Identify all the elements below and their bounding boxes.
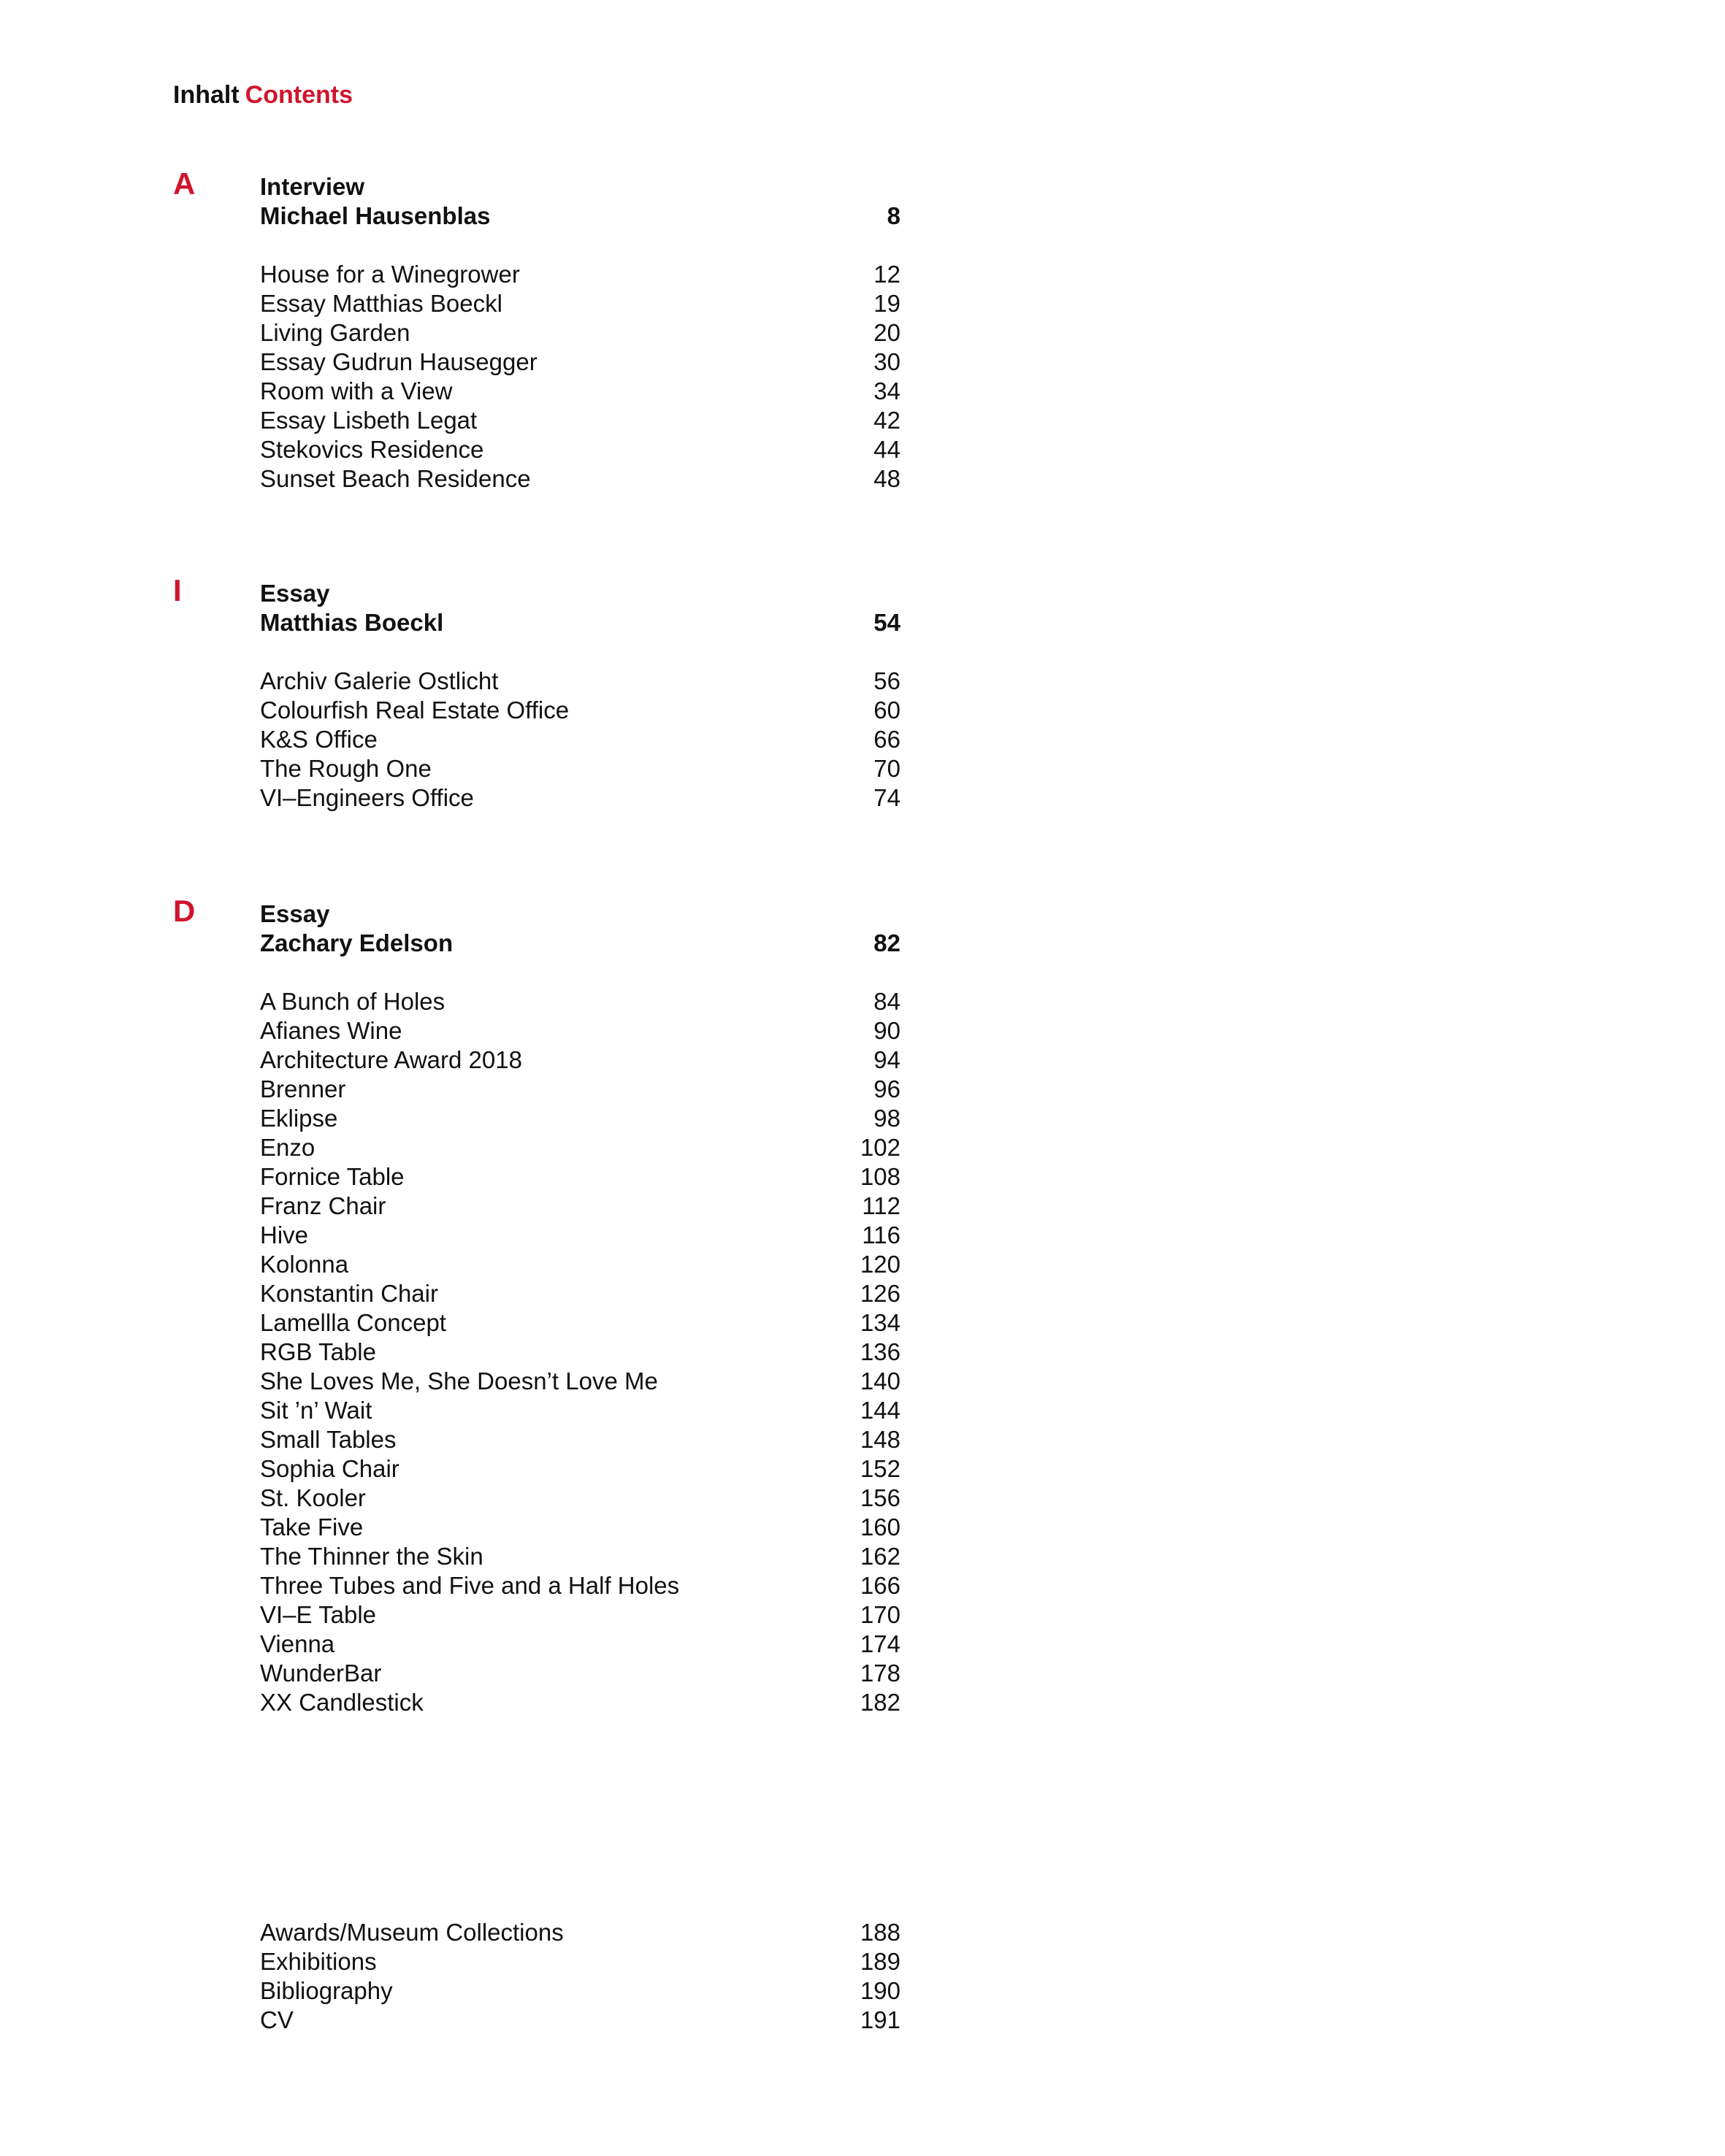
page-number: 74 [873,784,900,811]
page-number: 70 [873,755,900,782]
entry-title: XX Candlestick [260,1689,424,1716]
toc-entry[interactable] [260,1192,900,1221]
page-number: 170 [860,1601,900,1628]
page-number: 8 [887,202,900,229]
page-number: 174 [860,1630,900,1657]
entry-title: Three Tubes and Five and a Half Holes [260,1572,680,1599]
page-number: 54 [873,609,900,636]
lead-title: Matthias Boeckl [260,609,444,636]
entry-title: Sit ’n’ Wait [260,1397,372,1424]
page-number: 84 [873,988,900,1015]
entry-title: Fornice Table [260,1163,405,1190]
section-letter: D [173,894,196,928]
toc-entry[interactable] [260,1016,900,1046]
toc-entry[interactable] [260,1104,900,1133]
entry-title: K&S Office [260,726,378,753]
entry-title: Vienna [260,1630,335,1657]
toc-entry[interactable] [260,1367,900,1396]
section-lead [260,172,900,231]
entry-title: Eklipse [260,1105,338,1132]
toc-entry[interactable] [260,987,900,1016]
toc-entry[interactable] [260,1947,900,1976]
page-number: 19 [873,290,900,317]
toc-entry[interactable] [260,1688,900,1717]
toc-entry[interactable] [260,2006,900,2035]
page-number: 56 [873,667,900,694]
page-number: 108 [860,1163,900,1190]
page-number: 134 [860,1309,900,1336]
entry-title: VI–Engineers Office [260,784,474,811]
entry-title: Essay Lisbeth Legat [260,407,478,434]
entry-title: Enzo [260,1134,315,1161]
lead-title: Michael Hausenblas [260,202,491,229]
page-number: 191 [860,2006,900,2033]
toc-entry[interactable] [260,1454,900,1484]
page-title [173,80,353,110]
entry-title: Brenner [260,1075,346,1102]
entry-title: The Rough One [260,755,432,782]
toc-list [260,172,900,494]
lead-title: Zachary Edelson [260,929,454,956]
entry-title: St. Kooler [260,1484,366,1511]
toc-entry[interactable] [260,1221,900,1250]
entry-title: Kolonna [260,1251,349,1278]
page-number: 44 [873,436,900,463]
entry-title: Exhibitions [260,1948,377,1975]
entry-title: Essay Gudrun Hausegger [260,348,538,375]
toc-entry[interactable] [260,406,900,435]
page-number: 120 [860,1251,900,1278]
page-number: 188 [860,1919,900,1946]
page-number: 116 [862,1221,900,1248]
lead-kicker: Essay [260,580,330,607]
entry-title: She Loves Me, She Doesn’t Love Me [260,1367,658,1395]
page-number: 48 [873,465,900,492]
toc-entry[interactable] [260,1513,900,1542]
page-number: 140 [860,1367,900,1395]
toc-entry[interactable] [260,1976,900,2006]
toc-entry[interactable] [260,464,900,494]
toc-entry[interactable] [260,1250,900,1279]
page-number: 34 [873,377,900,404]
page-number: 162 [860,1543,900,1570]
entry-title: Konstantin Chair [260,1280,438,1307]
entry-title: Hive [260,1221,309,1248]
page-number: 190 [860,1977,900,2004]
toc-entry[interactable] [260,1338,900,1367]
page-number: 156 [860,1484,900,1511]
page-number: 126 [860,1280,900,1307]
toc-entry[interactable] [260,754,900,783]
page-number: 94 [873,1046,900,1073]
toc-entry[interactable] [260,377,900,406]
entry-title: Colourfish Real Estate Office [260,697,570,724]
entry-title: Essay Matthias Boeckl [260,290,502,317]
page-number: 166 [860,1572,900,1599]
toc-entry[interactable] [260,318,900,348]
toc-entry[interactable] [260,1571,900,1600]
toc-entry[interactable] [260,1918,900,1947]
lead-kicker: Essay [260,900,330,927]
lead-kicker-row [260,172,900,202]
lead-kicker-row [260,579,900,608]
page-number: 12 [873,261,900,288]
entry-title: CV [260,2006,294,2033]
page-number: 189 [860,1948,900,1975]
page-number: 42 [873,407,900,434]
entry-list [260,987,900,1717]
entry-title: Franz Chair [260,1192,386,1219]
entry-title: WunderBar [260,1660,382,1687]
lead-title-row[interactable] [260,608,900,637]
toc-entry[interactable] [260,435,900,464]
entry-title: RGB Table [260,1338,376,1365]
toc-entry[interactable] [260,1075,900,1104]
toc-entry[interactable] [260,783,900,813]
toc-entry[interactable] [260,1659,900,1688]
toc-list [260,579,900,813]
page-number: 152 [860,1455,900,1482]
toc-list [260,1918,900,2035]
toc-list [260,899,900,1717]
page-number: 30 [873,348,900,375]
page-number: 182 [860,1689,900,1716]
toc-entry[interactable] [260,725,900,754]
entry-list [260,260,900,494]
entry-title: Sunset Beach Residence [260,465,531,492]
page-number: 102 [860,1134,900,1161]
toc-entry[interactable] [260,260,900,289]
entry-title: Take Five [260,1514,364,1541]
section-letter: A [173,166,196,201]
toc-entry[interactable] [260,1484,900,1513]
page-title-german: Inhalt [173,81,240,109]
entry-title: Lamellla Concept [260,1309,446,1336]
page-number: 60 [873,697,900,724]
page-number: 136 [860,1338,900,1365]
entry-title: Sophia Chair [260,1455,399,1482]
page-number: 178 [860,1660,900,1687]
toc-entry[interactable] [260,667,900,696]
page-number: 144 [860,1397,900,1424]
page-number: 82 [873,929,900,956]
entry-title: Small Tables [260,1426,397,1453]
page-title-english: Contents [245,81,353,109]
entry-title: Living Garden [260,319,410,346]
entry-list [260,667,900,813]
toc-entry[interactable] [260,348,900,377]
page-number: 96 [873,1075,900,1102]
lead-kicker: Interview [260,173,365,200]
lead-title-row[interactable] [260,929,900,958]
entry-title: VI–E Table [260,1601,377,1628]
lead-kicker-row [260,899,900,929]
page-number: 148 [860,1426,900,1453]
lead-title-row[interactable] [260,202,900,231]
toc-entry[interactable] [260,1279,900,1308]
entry-title: Room with a View [260,377,453,404]
toc-entry[interactable] [260,1046,900,1075]
section-letter: I [173,573,182,607]
toc-entry[interactable] [260,1396,900,1425]
toc-entry[interactable] [260,1630,900,1659]
toc-entry[interactable] [260,1600,900,1630]
entry-title: Bibliography [260,1977,393,2004]
toc-entry[interactable] [260,1162,900,1192]
page-number: 98 [873,1105,900,1132]
entry-title: House for a Winegrower [260,261,520,288]
entry-title: The Thinner the Skin [260,1543,483,1570]
page-number: 20 [873,319,900,346]
toc-entry[interactable] [260,289,900,318]
entry-title: A Bunch of Holes [260,988,445,1015]
entry-title: Stekovics Residence [260,436,484,463]
page-number: 90 [873,1017,900,1044]
toc-entry[interactable] [260,696,900,725]
toc-entry[interactable] [260,1542,900,1571]
entry-title: Archiv Galerie Ostlicht [260,667,499,694]
toc-entry[interactable] [260,1133,900,1162]
section-lead [260,579,900,637]
entry-title: Afianes Wine [260,1017,402,1044]
section-lead [260,899,900,958]
page-number: 160 [860,1514,900,1541]
entry-title: Awards/Museum Collections [260,1919,564,1946]
page-number: 112 [862,1192,900,1219]
entry-title: Architecture Award 2018 [260,1046,522,1073]
page-number: 66 [873,726,900,753]
toc-entry[interactable] [260,1425,900,1454]
toc-entry[interactable] [260,1308,900,1338]
